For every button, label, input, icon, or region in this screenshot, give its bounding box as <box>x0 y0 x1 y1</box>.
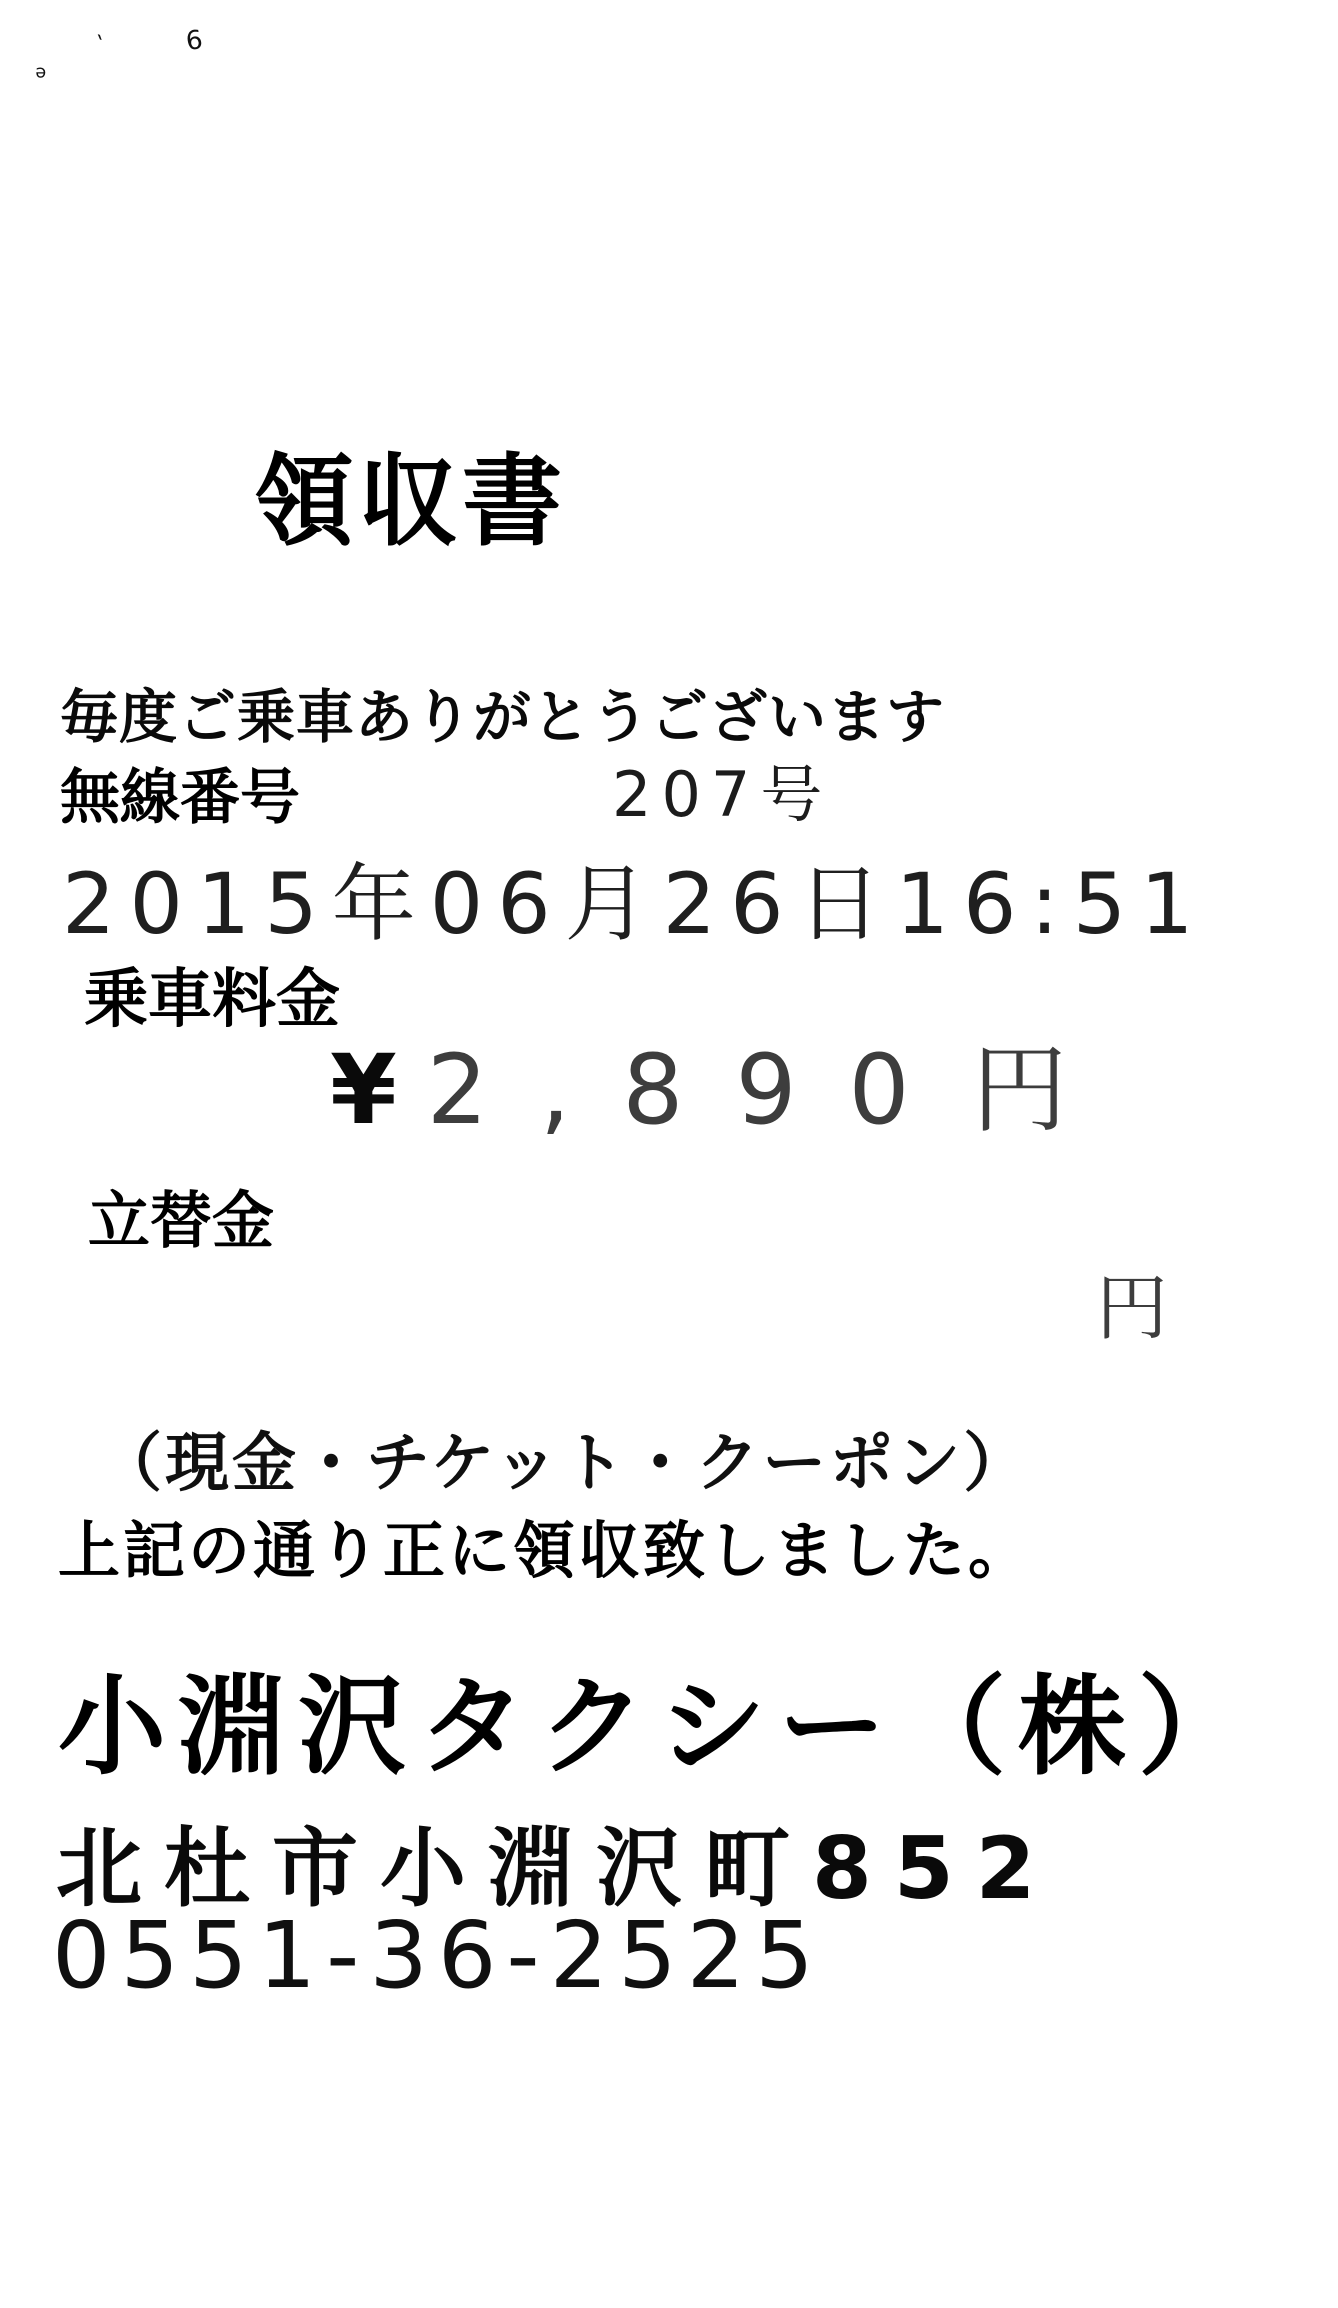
greeting-text: 毎度ご乗車ありがとうございます <box>60 683 946 751</box>
advance-payment-label: 立替金 <box>88 1184 275 1257</box>
radio-number-value: 207号 <box>612 758 833 831</box>
payment-methods-note: （現金・チケット・クーポン） <box>98 1427 1031 1501</box>
company-address: 北杜市小淵沢町852 <box>56 1819 1058 1919</box>
scan-noise-speck: ˋ <box>87 30 109 62</box>
fare-amount <box>330 1034 1068 1146</box>
receipt-title: 領収書 <box>254 443 566 560</box>
advance-payment-unit: 円 <box>1096 1266 1169 1350</box>
receipt-confirmation-text: 上記の通り正に領収致しました。 <box>58 1514 1034 1587</box>
company-name: 小淵沢タクシー（株） <box>58 1665 1259 1790</box>
fare-value: 2,890 <box>426 1034 962 1146</box>
radio-number-label: 無線番号 <box>60 763 300 833</box>
scan-noise-speck: ə <box>35 62 47 83</box>
scan-noise-speck: 6 <box>183 24 205 58</box>
company-phone: 0551-36-2525 <box>52 1902 824 2009</box>
fare-unit: 円 <box>971 1034 1068 1146</box>
fare-currency-symbol: ¥ <box>330 1034 397 1146</box>
fare-label: 乗車料金 <box>84 963 340 1037</box>
ride-datetime: 2015年06月26日16:51 <box>62 855 1208 953</box>
